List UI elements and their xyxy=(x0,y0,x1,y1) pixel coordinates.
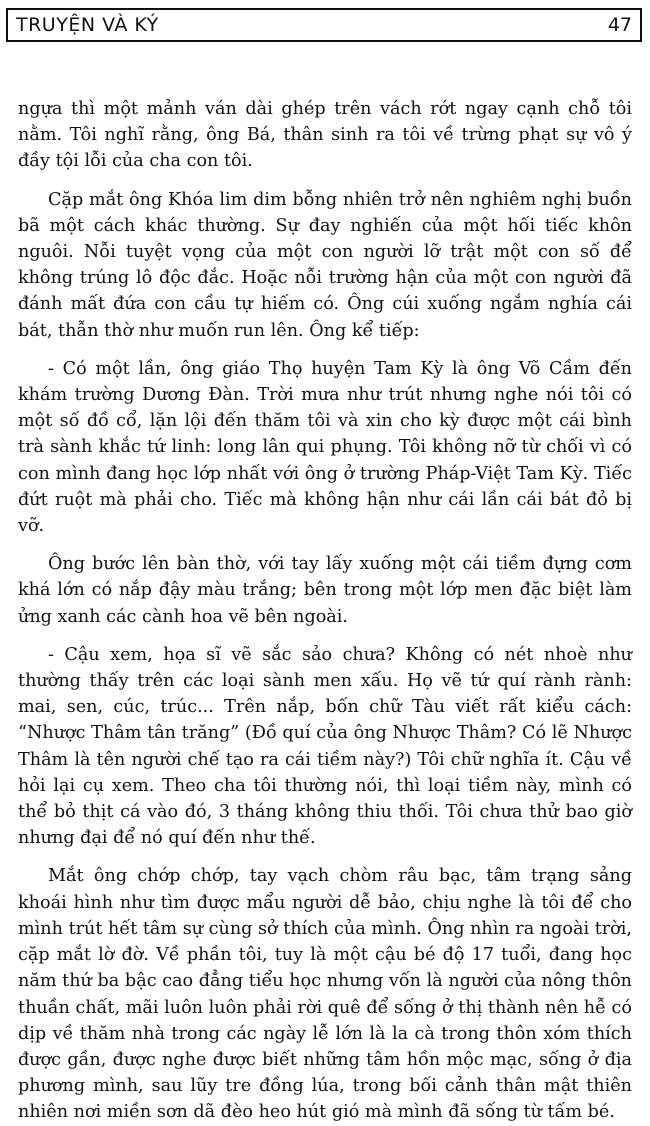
paragraph: ngựa thì một mảnh ván dài ghép trên vách rớt ngay cạnh chỗ tôi nằm. Tôi nghĩ rằng, ông Bá, thân sinh ra tôi về trừng phạt sự vô ý đầy tội lỗi của cha con tôi. xyxy=(18,99,632,172)
page-number: 47 xyxy=(607,14,632,36)
paragraph: Ông bước lên bàn thờ, với tay lấy xuống một cái tiềm đựng cơm khá lớn có nắp đậy màu trắng; bên trong một lớp men đặc biệt làm ửng xanh các cành hoa vẽ bên ngoài. xyxy=(18,554,632,627)
running-header xyxy=(6,8,642,42)
paragraph: - Có một lần, ông giáo Thọ huyện Tam Kỳ là ông Võ Cầm đến khám trường Dương Đàn. Trời mưa như trút nhưng nghe nói tôi có một số đồ cổ, lặn lội đến thăm tôi và xin cho kỳ được một cái bình trà sành khắc tứ linh: long lân qui phụng. Tôi không nỡ từ chối vì có con mình đang học lớp nhất với ông ở trường Pháp-Việt Tam Kỳ. Tiếc đứt ruột mà phải cho. Tiếc mà không hận như cái lần cái bát đỏ bị vỡ. xyxy=(18,358,632,537)
body-text xyxy=(18,96,632,1126)
paragraph: Mắt ông chớp chớp, tay vạch chòm râu bạc, tâm trạng sảng khoái hình như tìm được mẩu người dễ bảo, chịu nghe là tôi để cho mình trút hết tâm sự cùng sở thích của mình. Ông nhìn ra ngoài trời, cặp mắt lờ đờ. Về phần tôi, tuy là một cậu bé độ 17 tuổi, đang học năm thứ ba bậc cao đẳng tiểu học nhưng vốn là người của nông thôn thuần chất, mãi luôn luôn phải rời quê để sống ở thị thành nên hễ có dịp về thăm nhà trong các ngày lễ lớn là la cà trong thôn xóm thích được gần, được nghe được biết những tâm hồn mộc mạc, sống ở địa phương mình, sau lũy tre đồng lúa, trong bối cảnh thân mật thiên nhiên nơi miền sơn dã đèo heo hút gió mà mình đã sống từ tấm bé. xyxy=(18,866,632,1123)
running-header-title: TRUYỆN VÀ KÝ xyxy=(16,14,159,36)
paragraph: - Cậu xem, họa sĩ vẽ sắc sảo chưa? Không có nét nhoè như thường thấy trên các loại sành men xấu. Họ vẽ tứ quí rành rành: mai, sen, cúc, trúc... Trên nắp, bốn chữ Tàu viết rất kiểu cách: “Nhược Thâm tân trăng” (Đồ quí của ông Nhược Thâm? Có lẽ Nhược Thâm là tên người chế tạo ra cái tiềm này?) Tôi chữ nghĩa ít. Cậu về hỏi lại cụ xem. Theo cha tôi thường nói, thì loại tiềm này, mình có thể bỏ thịt cá vào đó, 3 tháng không thiu thối. Tôi chưa thử bao giờ nhưng đại để nó quí đến như thế. xyxy=(18,644,632,849)
paragraph: Cặp mắt ông Khóa lim dim bỗng nhiên trở nên nghiêm nghị buồn bã một cách khác thường. Sự đay nghiến của một hối tiếc khôn nguôi. Nỗi tuyệt vọng của một con người lỡ trật một con số để không trúng lô độc đắc. Hoặc nỗi trường hận của một con người đã đánh mất đứa con cầu tự hiếm có. Ông cúi xuống ngắm nghía cái bát, thẫn thờ như muốn run lên. Ông kể tiếp: xyxy=(18,189,632,341)
